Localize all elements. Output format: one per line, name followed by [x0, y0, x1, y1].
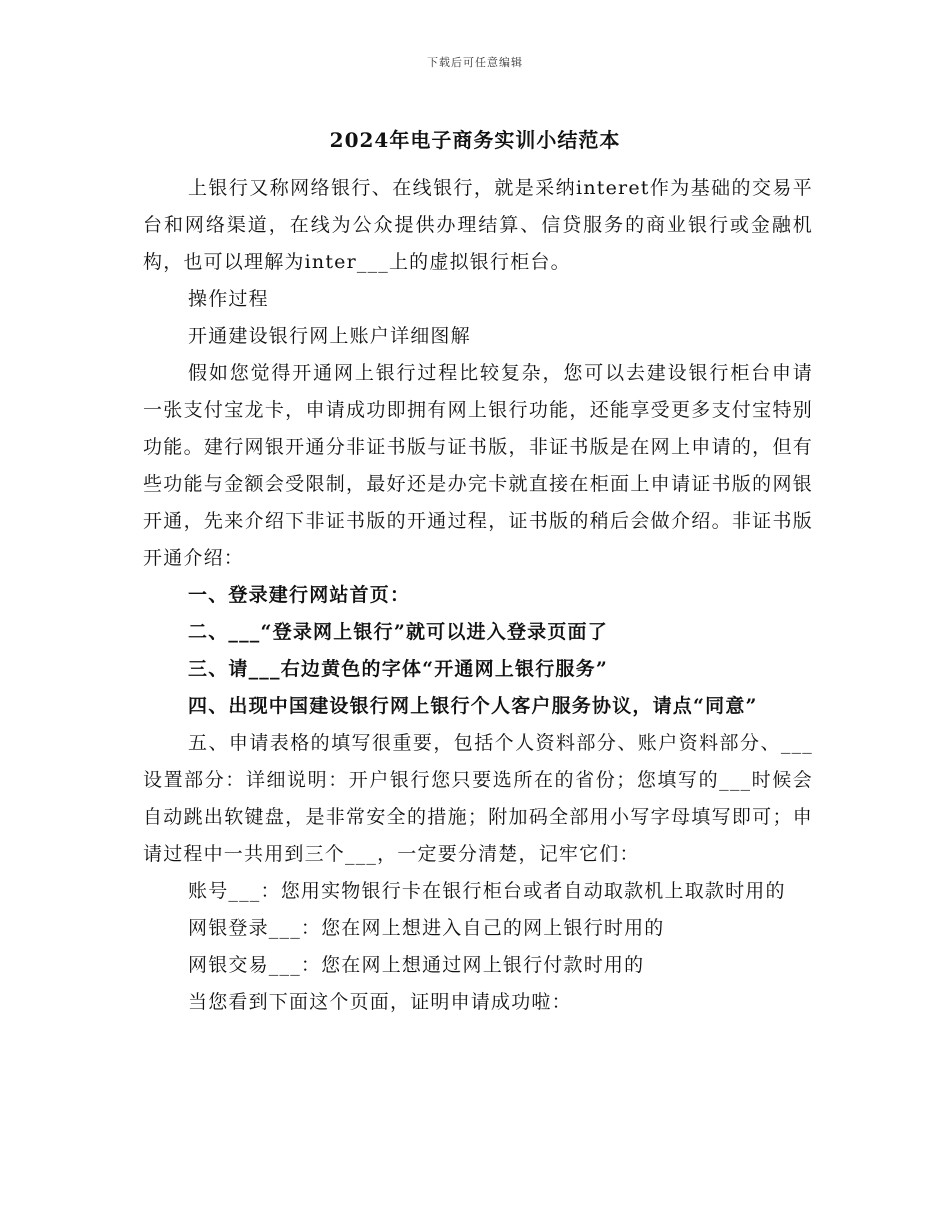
- document-body: [143, 170, 813, 1021]
- paragraph-login: 网银登录___：您在网上想进入自己的网上银行时用的: [188, 917, 665, 939]
- paragraph-account: 账号___：您用实物银行卡在银行柜台或者自动取款机上取款时用的: [188, 880, 786, 902]
- step-3: 三、请___右边黄色的字体“开通网上银行服务”: [188, 658, 608, 680]
- header-note: 下载后可任意编辑: [427, 56, 523, 69]
- step-4: 四、出现中国建设银行网上银行个人客户服务协议，请点“同意”: [188, 695, 758, 717]
- paragraph-operation-process: 操作过程: [188, 288, 269, 310]
- step-1: 一、登录建行网站首页：: [188, 584, 411, 606]
- paragraph-explanation: 假如您觉得开通网上银行过程比较复杂，您可以去建设银行柜台申请一张支付宝龙卡，申请成功即拥有网上银行功能，还能享受更多支付宝特别功能。建行网银开通分非证书版与证书版，非证书版是在网上申请的，但有些功能与金额会受限制，最好还是办完卡就直接在柜面上申请证书版的网银开通，先来介绍下非证书版的开通过程，证书版的稍后会做介绍。非证书版开通介绍：: [143, 362, 813, 569]
- step-2: 二、___“登录网上银行”就可以进入登录页面了: [188, 621, 608, 643]
- paragraph-intro: 上银行又称网络银行、在线银行，就是采纳interet作为基础的交易平台和网络渠道，在线为公众提供办理结算、信贷服务的商业银行或金融机构，也可以理解为inter___上的虚拟银行柜台。: [143, 177, 813, 273]
- paragraph-transaction: 网银交易___：您在网上想通过网上银行付款时用的: [188, 954, 645, 976]
- paragraph-subheading: 开通建设银行网上账户详细图解: [188, 325, 471, 347]
- document-title: 2024年电子商务实训小结范本: [329, 128, 621, 152]
- paragraph-success: 当您看到下面这个页面，证明申请成功啦：: [188, 991, 572, 1013]
- step-5: 五、申请表格的填写很重要，包括个人资料部分、账户资料部分、___设置部分：详细说明：开户银行您只要选所在的省份；您填写的___时候会自动跳出软键盘，是非常安全的措施；附加码全部用小写字母填写即可；申请过程中一共用到三个___，一定要分清楚，记牢它们：: [143, 732, 813, 865]
